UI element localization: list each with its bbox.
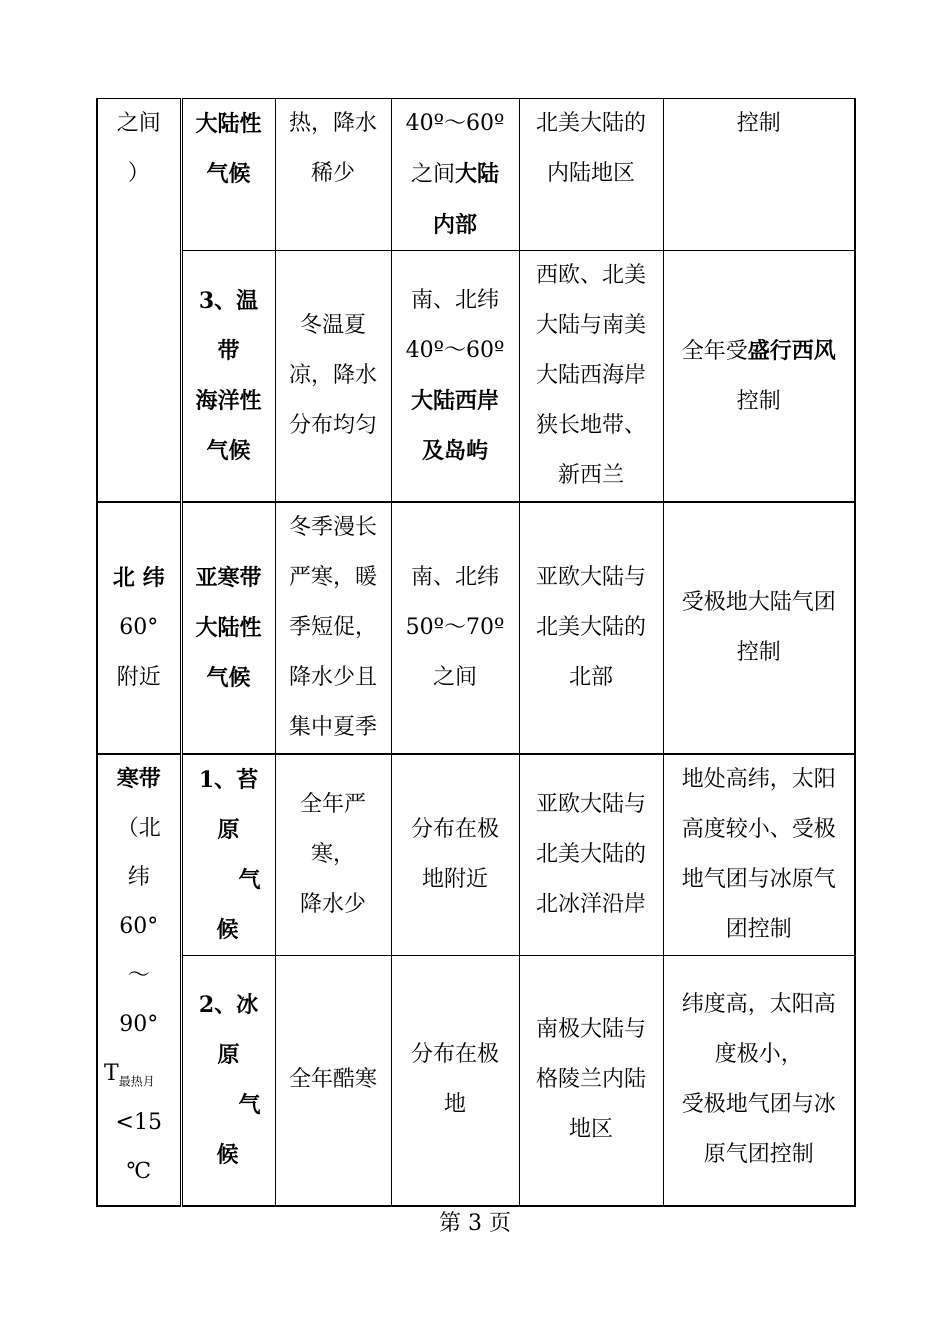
climate-table-wrapper [96, 98, 854, 1204]
zone-line: （北 [116, 816, 161, 841]
type-line: 气候 [206, 665, 251, 691]
cause-line: 原气团控制 [703, 1142, 814, 1168]
feature-line: 分布均匀 [288, 413, 377, 438]
page-number: 3 [468, 1211, 482, 1236]
cause-line: 地气团与冰原气 [681, 867, 836, 892]
type-line: 大陆性 [195, 615, 262, 641]
zone-line: 北 纬 [112, 565, 165, 591]
type-line: 候 [216, 917, 239, 943]
region-line: 南极大陆与 [535, 1017, 646, 1043]
distribution-line: 50º～70º [405, 615, 505, 640]
cause-line: 控制 [736, 111, 781, 136]
feature-line: 稀少 [310, 161, 355, 186]
zone-line: 附近 [116, 665, 161, 690]
distribution-line [398, 149, 513, 200]
cause-line: 地处高纬，太阳 [681, 767, 836, 792]
region-cell [519, 754, 663, 956]
distribution-line: 内部 [432, 212, 477, 238]
type-line: 气候 [206, 161, 251, 187]
page-suffix: 页 [489, 1211, 512, 1236]
type-line: 气 [238, 1092, 261, 1119]
feature-line: 冬温夏 [299, 313, 366, 338]
type-line: 1、苔原 [198, 767, 259, 843]
climate-type-cell [181, 956, 275, 1206]
cause-line: 团控制 [725, 917, 792, 942]
zone-line: 之间 [116, 111, 161, 136]
table-row [97, 502, 855, 754]
zone-line: <15 [115, 1110, 162, 1135]
distribution-cell [391, 251, 519, 503]
feature-cell [275, 251, 391, 503]
table-row [97, 956, 855, 1206]
cause-line: 受极地大陆气团 [681, 590, 836, 615]
region-line: 大陆西海岸 [535, 363, 646, 388]
region-line: 地区 [568, 1117, 613, 1143]
feature-line: 寒， [310, 842, 355, 867]
distribution-line: 之间 [432, 665, 477, 690]
feature-line: 降水少且 [288, 665, 377, 690]
region-line: 亚欧大陆与 [535, 565, 646, 590]
temperature-symbol: T [104, 1061, 119, 1086]
zone-cell [97, 754, 181, 1206]
zone-line: ～ [127, 963, 150, 988]
region-line: 北美大陆的 [535, 111, 646, 136]
cause-line: 高度较小、受极 [681, 817, 836, 842]
distribution-line: 南、北纬 [410, 565, 499, 590]
feature-cell [275, 502, 391, 754]
cause-line: 纬度高，太阳高 [681, 992, 836, 1018]
table-row [97, 251, 855, 503]
feature-cell [275, 99, 391, 251]
zone-line: 寒带 [116, 766, 161, 792]
region-cell [519, 251, 663, 503]
feature-cell [275, 956, 391, 1206]
temperature-subscript: 最热月 [118, 1074, 155, 1089]
distribution-line: 地附近 [421, 867, 488, 892]
region-line: 西欧、北美 [535, 263, 646, 288]
cause-text: 全年受 [681, 338, 748, 364]
cause-line: 度极小， [714, 1042, 803, 1068]
type-line: 海洋性 [195, 388, 262, 414]
table-row [97, 754, 855, 956]
climate-type-cell [181, 754, 275, 956]
cause-line: 受极地气团与冰 [681, 1092, 836, 1118]
feature-cell [275, 754, 391, 956]
feature-line: 季短促， [288, 615, 377, 640]
zone-line: 90° [119, 1012, 159, 1037]
climate-type-cell [181, 99, 275, 251]
region-line: 狭长地带、 [535, 413, 646, 438]
distribution-cell [391, 956, 519, 1206]
region-line: 格陵兰内陆 [535, 1067, 646, 1093]
cause-cell [663, 99, 855, 251]
table-row [97, 99, 855, 251]
cause-line: 控制 [736, 640, 781, 665]
cause-cell [663, 754, 855, 956]
zone-line [104, 1049, 174, 1098]
zone-line: 60° [119, 615, 159, 640]
type-line: 气 [238, 867, 261, 893]
cause-emphasis: 盛行西风 [747, 337, 836, 364]
type-line: 2、冰原 [198, 992, 259, 1069]
feature-line: 全年严 [299, 792, 366, 817]
cause-cell [663, 502, 855, 754]
feature-line: 凉，降水 [288, 363, 377, 388]
cause-line [670, 326, 849, 377]
feature-line: 全年酷寒 [288, 1067, 377, 1093]
type-line: 气候 [206, 438, 251, 464]
distribution-line: 地 [443, 1092, 466, 1118]
distribution-line: 40º～60º [405, 338, 505, 363]
page-prefix: 第 [438, 1211, 461, 1236]
region-line: 北部 [568, 665, 613, 690]
cause-cell [663, 251, 855, 503]
region-cell [519, 502, 663, 754]
distribution-line: 分布在极 [410, 817, 499, 842]
type-line: 候 [216, 1142, 239, 1169]
distribution-cell [391, 754, 519, 956]
zone-line: 60° [119, 914, 159, 939]
type-line: 大陆性 [195, 111, 262, 137]
distribution-line: 南、北纬 [410, 288, 499, 313]
distribution-line: 及岛屿 [421, 438, 488, 464]
climate-table [96, 98, 856, 1207]
zone-cell [97, 502, 181, 754]
zone-line: ℃ [126, 1159, 152, 1184]
region-line: 内陆地区 [546, 161, 635, 186]
region-line: 北冰洋沿岸 [535, 892, 646, 917]
distribution-cell [391, 502, 519, 754]
zone-line: ） [127, 161, 150, 186]
distribution-line: 大陆西岸 [410, 388, 499, 414]
feature-line: 集中夏季 [288, 715, 377, 740]
type-line: 3、温带 [198, 288, 259, 364]
region-cell [519, 956, 663, 1206]
type-line: 亚寒带 [195, 565, 262, 591]
region-line: 北美大陆的 [535, 842, 646, 867]
feature-line: 热，降水 [288, 111, 377, 136]
region-line: 新西兰 [557, 463, 624, 488]
region-cell [519, 99, 663, 251]
cause-cell [663, 956, 855, 1206]
zone-line: 纬 [127, 865, 150, 890]
distribution-line: 分布在极 [410, 1042, 499, 1068]
page-footer [0, 1208, 950, 1240]
climate-type-cell [181, 251, 275, 503]
feature-line: 降水少 [299, 892, 366, 917]
distribution-emphasis: 大陆 [455, 161, 500, 187]
distribution-text: 之间 [410, 162, 455, 187]
distribution-cell [391, 99, 519, 251]
feature-line: 严寒，暖 [288, 565, 377, 590]
cause-line: 控制 [736, 388, 781, 414]
zone-cell [97, 99, 181, 503]
region-line: 亚欧大陆与 [535, 792, 646, 817]
region-line: 大陆与南美 [535, 313, 646, 338]
distribution-line: 40º～60º [405, 111, 505, 136]
feature-line: 冬季漫长 [288, 515, 377, 540]
region-line: 北美大陆的 [535, 615, 646, 640]
climate-type-cell [181, 502, 275, 754]
